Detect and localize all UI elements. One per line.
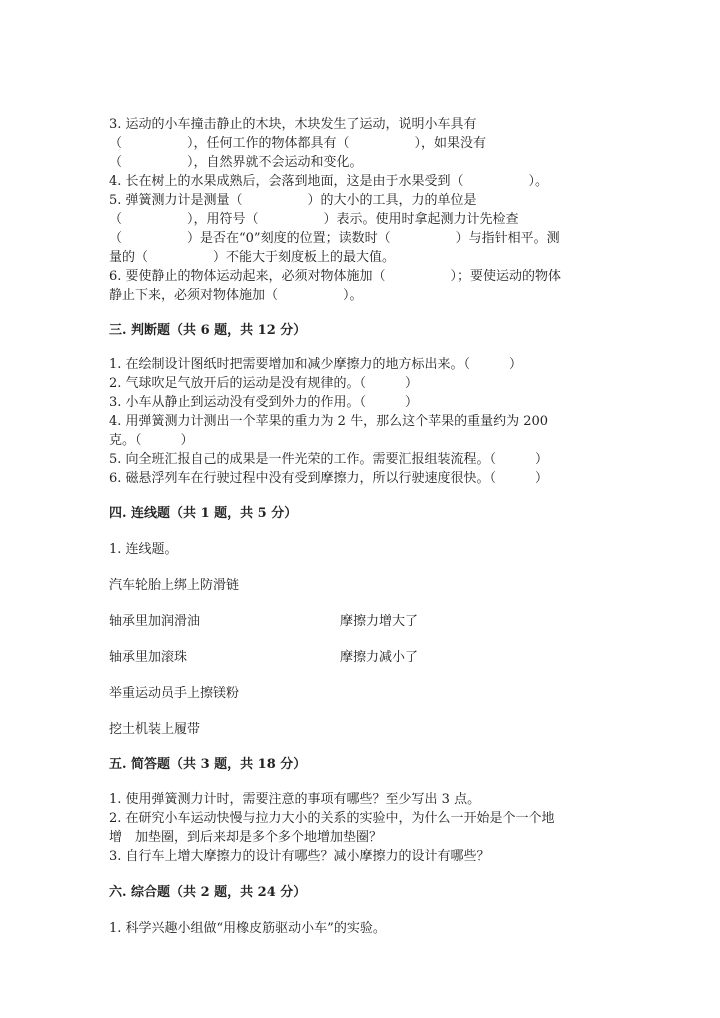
judge-item: 2. 气球吹足气放开后的运动是没有规律的。（ ） bbox=[109, 376, 419, 391]
judge-item: 6. 磁悬浮列车在行驶过程中没有受到摩擦力，所以行驶速度很快。（ ） bbox=[109, 471, 549, 486]
fill-q5-line4: 量的（ ）不能大于刻度板上的最大值。 bbox=[109, 250, 396, 265]
matching-right-item: 摩擦力增大了 bbox=[340, 614, 419, 629]
comprehensive-item: 1. 科学兴趣小组做“用橡皮筋驱动小车”的实验。 bbox=[109, 921, 386, 936]
fill-q6-line1: 6. 要使静止的物体运动起来，必须对物体施加（ ）；要使运动的物体 bbox=[109, 269, 562, 284]
matching-left-item: 汽车轮胎上绑上防滑链 bbox=[109, 578, 240, 593]
judge-item: 1. 在绘制设计图纸时把需要增加和减少摩擦力的地方标出来。（ ） bbox=[109, 357, 523, 372]
judge-item: 5. 向全班汇报自己的成果是一件光荣的工作。需要汇报组装流程。（ ） bbox=[109, 452, 549, 467]
fill-q3-line3: （ ），自然界就不会运动和变化。 bbox=[109, 155, 363, 170]
fill-q5-line1: 5. 弹簧测力计是测量（ ）的大小的工具，力的单位是 bbox=[109, 193, 477, 208]
fill-q4-line1: 4. 长在树上的水果成熟后，会落到地面，这是由于水果受到（ ）。 bbox=[109, 174, 549, 189]
matching-left-item: 挖土机装上履带 bbox=[109, 722, 201, 737]
short-answer-heading: 五. 简答题（共 3 题，共 18 分） bbox=[109, 757, 307, 772]
short-answer-item: 1. 使用弹簧测力计时，需要注意的事项有哪些？至少写出 3 点。 bbox=[109, 792, 481, 807]
matching-question: 1. 连线题。 bbox=[109, 542, 178, 557]
fill-q6-line2: 静止下来，必须对物体施加（ ）。 bbox=[109, 288, 363, 303]
judge-item: 4. 用弹簧测力计测出一个苹果的重力为 2 牛，那么这个苹果的重量约为 200 bbox=[109, 414, 549, 429]
short-answer-item: 2. 在研究小车运动快慢与拉力大小的关系的实验中，为什么一开始是个一个地 bbox=[109, 811, 555, 826]
matching-right-item: 摩擦力减小了 bbox=[340, 650, 419, 665]
judge-heading: 三. 判断题（共 6 题，共 12 分） bbox=[109, 323, 307, 338]
fill-q3-line2: （ ），任何工作的物体都具有（ ），如果没有 bbox=[109, 136, 487, 151]
matching-left-item: 举重运动员手上擦镁粉 bbox=[109, 686, 240, 701]
matching-left-item: 轴承里加润滑油 bbox=[109, 614, 201, 629]
judge-item: 3. 小车从静止到运动没有受到外力的作用。（ ） bbox=[109, 395, 419, 410]
comprehensive-heading: 六. 综合题（共 2 题，共 24 分） bbox=[109, 885, 307, 900]
matching-heading: 四. 连线题（共 1 题，共 5 分） bbox=[109, 506, 298, 521]
fill-q3-line1: 3. 运动的小车撞击静止的木块，木块发生了运动，说明小车具有 bbox=[109, 117, 477, 132]
judge-item: 克。（ ） bbox=[109, 433, 194, 448]
matching-left-item: 轴承里加滚珠 bbox=[109, 650, 188, 665]
fill-q5-line2: （ ），用符号（ ）表示。使用时拿起测力计先检查 bbox=[109, 212, 519, 227]
fill-q5-line3: （ ）是否在“0”刻度的位置；读数时（ ）与指针相平。测 bbox=[109, 231, 560, 246]
short-answer-item: 3. 自行车上增大摩擦力的设计有哪些？减小摩擦力的设计有哪些？ bbox=[109, 849, 490, 864]
short-answer-item: 增 加垫圈，到后来却是多个多个地增加垫圈？ bbox=[109, 830, 383, 845]
